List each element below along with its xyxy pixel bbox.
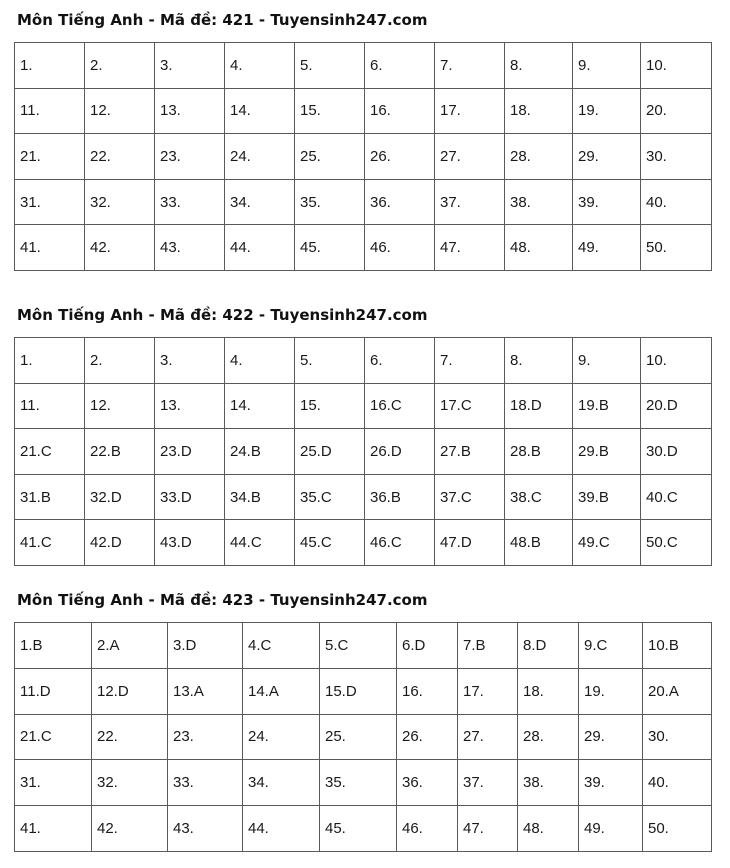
answer-cell: 47. (435, 225, 505, 271)
answer-cell: 12.D (92, 668, 168, 714)
answer-cell: 25.D (295, 429, 365, 475)
answer-cell: 5.C (320, 623, 397, 669)
answer-cell: 19. (579, 668, 643, 714)
answer-cell: 17. (435, 88, 505, 134)
section-title: Môn Tiếng Anh - Mã đề: 422 - Tuyensinh247.com (17, 306, 428, 324)
answer-cell: 24. (225, 134, 295, 180)
answer-cell: 39. (579, 760, 643, 806)
answer-cell: 7. (435, 338, 505, 384)
table-row (15, 338, 712, 384)
answer-cell: 22. (92, 714, 168, 760)
answer-cell: 20. (641, 88, 712, 134)
answer-cell: 8. (505, 338, 573, 384)
answer-cell: 19. (573, 88, 641, 134)
answer-cell: 9. (573, 338, 641, 384)
answer-cell: 46. (365, 225, 435, 271)
answer-cell: 32.D (85, 474, 155, 520)
answer-cell: 23. (155, 134, 225, 180)
answer-cell: 48. (505, 225, 573, 271)
answer-cell: 35. (295, 179, 365, 225)
answer-cell: 35. (320, 760, 397, 806)
answer-cell: 2. (85, 43, 155, 89)
answer-cell: 17.C (435, 383, 505, 429)
answer-cell: 7. (435, 43, 505, 89)
answer-cell: 42. (85, 225, 155, 271)
section-title: Môn Tiếng Anh - Mã đề: 421 - Tuyensinh247.com (17, 11, 428, 29)
answer-cell: 47. (458, 806, 518, 852)
answer-cell: 23.D (155, 429, 225, 475)
answer-cell: 6. (365, 338, 435, 384)
answer-cell: 18. (505, 88, 573, 134)
answer-cell: 49. (573, 225, 641, 271)
answer-cell: 39.B (573, 474, 641, 520)
answer-cell: 9.C (579, 623, 643, 669)
answer-cell: 43. (168, 806, 243, 852)
answer-cell: 18. (518, 668, 579, 714)
answer-cell: 17. (458, 668, 518, 714)
answer-cell: 29.B (573, 429, 641, 475)
answer-cell: 41. (15, 225, 85, 271)
answer-cell: 36. (397, 760, 458, 806)
table-row (15, 225, 712, 271)
answer-cell: 21.C (15, 429, 85, 475)
answer-cell: 34. (243, 760, 320, 806)
answer-table (14, 337, 712, 566)
answer-cell: 31. (15, 179, 85, 225)
answer-cell: 33. (168, 760, 243, 806)
answer-cell: 12. (85, 88, 155, 134)
answer-cell: 26.D (365, 429, 435, 475)
answer-cell: 44. (243, 806, 320, 852)
answer-cell: 10. (641, 43, 712, 89)
answer-cell: 48. (518, 806, 579, 852)
answer-cell: 41. (15, 806, 92, 852)
answer-cell: 13. (155, 88, 225, 134)
answer-cell: 41.C (15, 520, 85, 566)
answer-cell: 13.A (168, 668, 243, 714)
answer-cell: 46.C (365, 520, 435, 566)
answer-cell: 37. (435, 179, 505, 225)
table-row (15, 714, 712, 760)
answer-cell: 22.B (85, 429, 155, 475)
table-row (15, 179, 712, 225)
table-row (15, 806, 712, 852)
answer-cell: 4.C (243, 623, 320, 669)
answer-cell: 42. (92, 806, 168, 852)
answer-cell: 16. (365, 88, 435, 134)
answer-table (14, 42, 712, 271)
answer-cell: 39. (573, 179, 641, 225)
answer-cell: 38. (518, 760, 579, 806)
answer-cell: 40.C (641, 474, 712, 520)
answer-cell: 8.D (518, 623, 579, 669)
answer-cell: 15. (295, 88, 365, 134)
answer-cell: 16.C (365, 383, 435, 429)
table-row (15, 383, 712, 429)
answer-cell: 25. (295, 134, 365, 180)
answer-cell: 50. (641, 225, 712, 271)
answer-cell: 2.A (92, 623, 168, 669)
answer-cell: 12. (85, 383, 155, 429)
answer-cell: 3. (155, 338, 225, 384)
answer-cell: 3.D (168, 623, 243, 669)
answer-cell: 31. (15, 760, 92, 806)
answer-cell: 32. (92, 760, 168, 806)
answer-cell: 48.B (505, 520, 573, 566)
answer-cell: 28.B (505, 429, 573, 475)
answer-cell: 24. (243, 714, 320, 760)
answer-cell: 50.C (641, 520, 712, 566)
answer-cell: 26. (397, 714, 458, 760)
answer-cell: 35.C (295, 474, 365, 520)
answer-cell: 21. (15, 134, 85, 180)
answer-cell: 33. (155, 179, 225, 225)
answer-cell: 5. (295, 338, 365, 384)
answer-cell: 49.C (573, 520, 641, 566)
answer-cell: 2. (85, 338, 155, 384)
answer-cell: 21.C (15, 714, 92, 760)
answer-cell: 37.C (435, 474, 505, 520)
table-row (15, 623, 712, 669)
answer-cell: 14. (225, 88, 295, 134)
answer-cell: 4. (225, 338, 295, 384)
answer-cell: 11. (15, 88, 85, 134)
answer-cell: 27.B (435, 429, 505, 475)
answer-cell: 1. (15, 338, 85, 384)
answer-cell: 10.B (643, 623, 712, 669)
answer-cell: 38. (505, 179, 573, 225)
answer-cell: 27. (435, 134, 505, 180)
answer-cell: 16. (397, 668, 458, 714)
answer-cell: 15.D (320, 668, 397, 714)
answer-cell: 36. (365, 179, 435, 225)
answer-cell: 44.C (225, 520, 295, 566)
answer-cell: 28. (505, 134, 573, 180)
answer-cell: 27. (458, 714, 518, 760)
answer-cell: 14. (225, 383, 295, 429)
answer-cell: 26. (365, 134, 435, 180)
answer-cell: 15. (295, 383, 365, 429)
answer-cell: 42.D (85, 520, 155, 566)
section-title: Môn Tiếng Anh - Mã đề: 423 - Tuyensinh247.com (17, 591, 428, 609)
answer-cell: 13. (155, 383, 225, 429)
answer-cell: 25. (320, 714, 397, 760)
table-row (15, 474, 712, 520)
table-row (15, 520, 712, 566)
answer-cell: 22. (85, 134, 155, 180)
answer-cell: 43.D (155, 520, 225, 566)
answer-cell: 33.D (155, 474, 225, 520)
answer-cell: 45.C (295, 520, 365, 566)
answer-cell: 38.C (505, 474, 573, 520)
answer-cell: 8. (505, 43, 573, 89)
answer-cell: 20.D (641, 383, 712, 429)
answer-cell: 49. (579, 806, 643, 852)
answer-cell: 37. (458, 760, 518, 806)
answer-cell: 14.A (243, 668, 320, 714)
answer-cell: 10. (641, 338, 712, 384)
answer-cell: 5. (295, 43, 365, 89)
answer-cell: 40. (641, 179, 712, 225)
answer-cell: 36.B (365, 474, 435, 520)
table-row (15, 43, 712, 89)
answer-cell: 7.B (458, 623, 518, 669)
answer-cell: 18.D (505, 383, 573, 429)
answer-cell: 45. (320, 806, 397, 852)
answer-cell: 11.D (15, 668, 92, 714)
answer-cell: 1. (15, 43, 85, 89)
answer-cell: 1.B (15, 623, 92, 669)
answer-cell: 30. (643, 714, 712, 760)
answer-cell: 23. (168, 714, 243, 760)
answer-cell: 30.D (641, 429, 712, 475)
answer-cell: 29. (579, 714, 643, 760)
answer-cell: 32. (85, 179, 155, 225)
answer-cell: 50. (643, 806, 712, 852)
answer-cell: 31.B (15, 474, 85, 520)
table-row (15, 668, 712, 714)
table-row (15, 429, 712, 475)
answer-cell: 34.B (225, 474, 295, 520)
answer-table (14, 622, 712, 852)
answer-cell: 43. (155, 225, 225, 271)
answer-cell: 24.B (225, 429, 295, 475)
answer-cell: 40. (643, 760, 712, 806)
answer-cell: 34. (225, 179, 295, 225)
answer-cell: 3. (155, 43, 225, 89)
answer-cell: 11. (15, 383, 85, 429)
answer-cell: 29. (573, 134, 641, 180)
answer-cell: 45. (295, 225, 365, 271)
answer-cell: 6. (365, 43, 435, 89)
answer-cell: 47.D (435, 520, 505, 566)
table-row (15, 88, 712, 134)
table-row (15, 134, 712, 180)
answer-cell: 44. (225, 225, 295, 271)
answer-cell: 4. (225, 43, 295, 89)
answer-cell: 9. (573, 43, 641, 89)
answer-cell: 28. (518, 714, 579, 760)
answer-cell: 6.D (397, 623, 458, 669)
answer-cell: 20.A (643, 668, 712, 714)
answer-cell: 19.B (573, 383, 641, 429)
answer-cell: 30. (641, 134, 712, 180)
answer-cell: 46. (397, 806, 458, 852)
table-row (15, 760, 712, 806)
